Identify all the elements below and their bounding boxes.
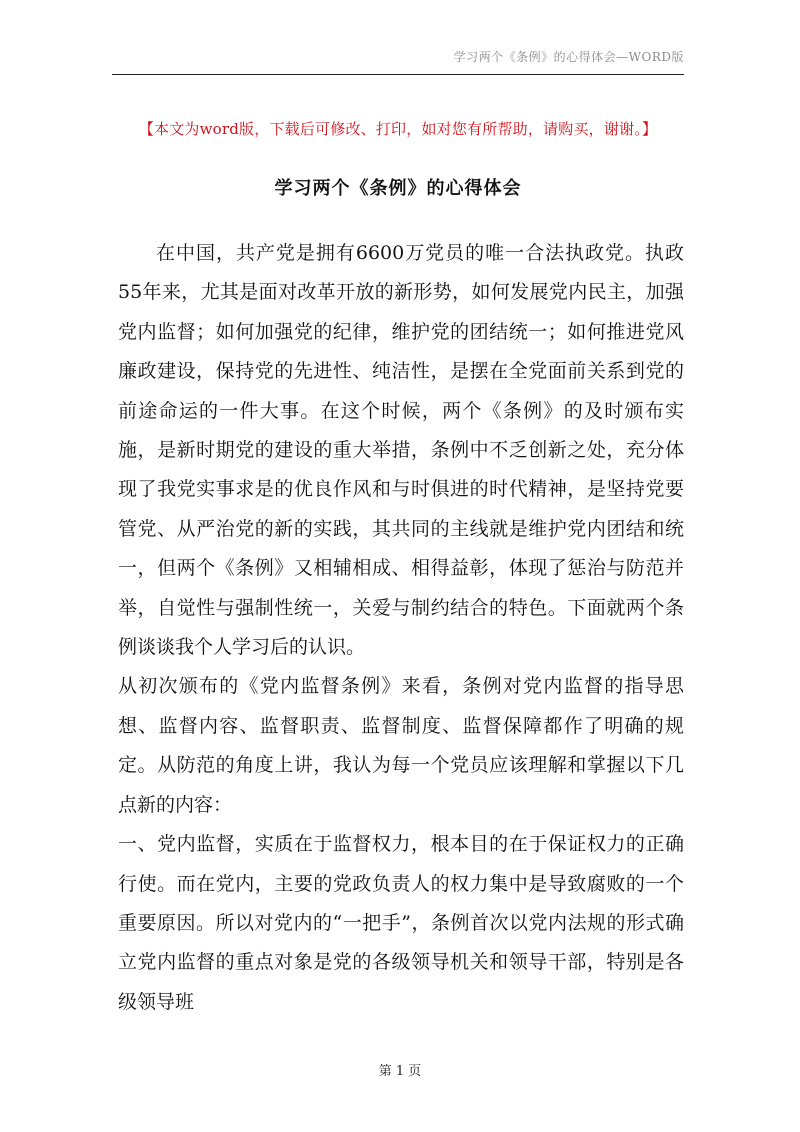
document-title: 学习两个《条例》的心得体会	[274, 178, 522, 199]
running-header: 学习两个《条例》的心得体会—WORD版	[453, 50, 684, 64]
download-notice: 【本文为word版，下载后可修改、打印，如对您有所帮助，请购买，谢谢。】	[138, 120, 658, 138]
paragraph-supervision-overview: 从初次颁布的《党内监督条例》来看，条例对党内监督的指导思想、监督内容、监督职责、监督制度、监督保障都作了明确的规定。从防范的角度上讲，我认为每一个党员应该理解和掌握以下几点新的内容：	[118, 675, 684, 816]
page-number: 第 1 页	[378, 1064, 422, 1079]
header-divider	[112, 74, 684, 75]
document-body	[118, 234, 684, 1022]
paragraph-intro: 在中国，共产党是拥有6600万党员的唯一合法执政党。执政55年来，尤其是面对改革开放的新形势，如何发展党内民主，加强党内监督；如何加强党的纪律，维护党的团结统一；如何推进党风廉政建设，保持党的先进性、纯洁性，是摆在全党面前关系到党的前途命运的一件大事。在这个时候，两个《条例》的及时颁布实施，是新时期党的建设的重大举措，条例中不乏创新之处，充分体现了我党实事求是的优良作风和与时俱进的时代精神，是坚持党要管党、从严治党的新的实践，其共同的主线就是维护党内团结和统一，但两个《条例》又相辅相成、相得益彰，体现了惩治与防范并举，自觉性与强制性统一，关爱与制约结合的特色。下面就两个条例谈谈我个人学习后的认识。	[118, 242, 684, 659]
paragraph-point-one: 一、党内监督，实质在于监督权力，根本目的在于保证权力的正确行使。而在党内，主要的党政负责人的权力集中是导致腐败的一个重要原因。所以对党内的“一把手”，条例首次以党内法规的形式确立党内监督的重点对象是党的各级领导机关和领导干部，特别是各级领导班	[118, 833, 684, 1013]
